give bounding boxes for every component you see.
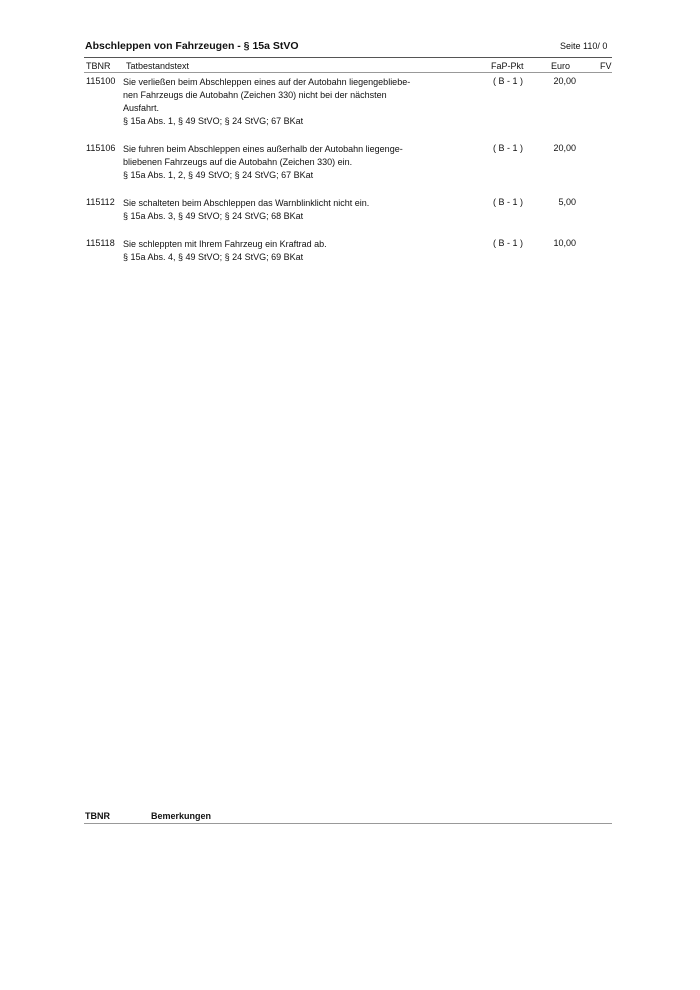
row-pkt: ( B - 1 ) xyxy=(493,76,524,86)
column-header-pkt: FaP-Pkt xyxy=(491,61,524,71)
footer-rule xyxy=(84,823,612,824)
row-text-line: § 15a Abs. 4, § 49 StVO; § 24 StVG; 69 BKat xyxy=(123,252,304,263)
row-tbnr: 115106 xyxy=(86,143,116,153)
row-text-line: nen Fahrzeugs die Autobahn (Zeichen 330) nicht bei der nächsten xyxy=(123,90,387,101)
row-text-line: Sie schalteten beim Abschleppen das Warnblinklicht nicht ein. xyxy=(123,198,370,208)
column-header-text: Tatbestandstext xyxy=(126,61,190,71)
row-tbnr: 115112 xyxy=(86,197,115,207)
column-header-tbnr: TBNR xyxy=(86,61,111,71)
row-pkt: ( B - 1 ) xyxy=(493,143,524,153)
page-title: Abschleppen von Fahrzeugen - § 15a StVO xyxy=(85,40,299,52)
row-pkt: ( B - 1 ) xyxy=(493,197,524,207)
column-header-fv: FV xyxy=(600,61,612,71)
row-text-line: § 15a Abs. 1, 2, § 49 StVO; § 24 StVG; 67 BKat xyxy=(123,170,314,181)
row-text xyxy=(123,143,453,182)
row-text xyxy=(123,76,453,128)
footer-tbnr-label: TBNR xyxy=(85,811,110,821)
row-text-line: § 15a Abs. 3, § 49 StVO; § 24 StVG; 68 BKat xyxy=(123,211,304,222)
header-rule-bottom xyxy=(84,72,612,73)
row-euro: 20,00 xyxy=(553,143,576,153)
footer-remarks-label: Bemerkungen xyxy=(151,811,212,821)
row-text xyxy=(123,197,453,223)
row-text-line: § 15a Abs. 1, § 49 StVO; § 24 StVG; 67 BKat xyxy=(123,116,304,127)
row-tbnr: 115118 xyxy=(86,238,115,248)
row-text-line: bliebenen Fahrzeugs auf die Autobahn (Zeichen 330) ein. xyxy=(123,157,353,168)
header-rule-top xyxy=(84,57,612,58)
row-text-line: Sie fuhren beim Abschleppen eines außerhalb der Autobahn liegenge- xyxy=(123,144,403,154)
column-header-euro: Euro xyxy=(551,61,571,71)
row-euro: 5,00 xyxy=(558,197,576,207)
row-text xyxy=(123,238,453,264)
row-text-line: Ausfahrt. xyxy=(123,103,160,114)
row-euro: 10,00 xyxy=(553,238,576,248)
row-text-line: Sie verließen beim Abschleppen eines auf der Autobahn liegengebliebe- xyxy=(123,77,411,87)
row-tbnr: 115100 xyxy=(86,76,116,86)
row-pkt: ( B - 1 ) xyxy=(493,238,524,248)
row-text-line: Sie schleppten mit Ihrem Fahrzeug ein Kraftrad ab. xyxy=(123,239,327,249)
row-euro: 20,00 xyxy=(553,76,576,86)
page-number: Seite 110/ 0 xyxy=(560,41,608,51)
